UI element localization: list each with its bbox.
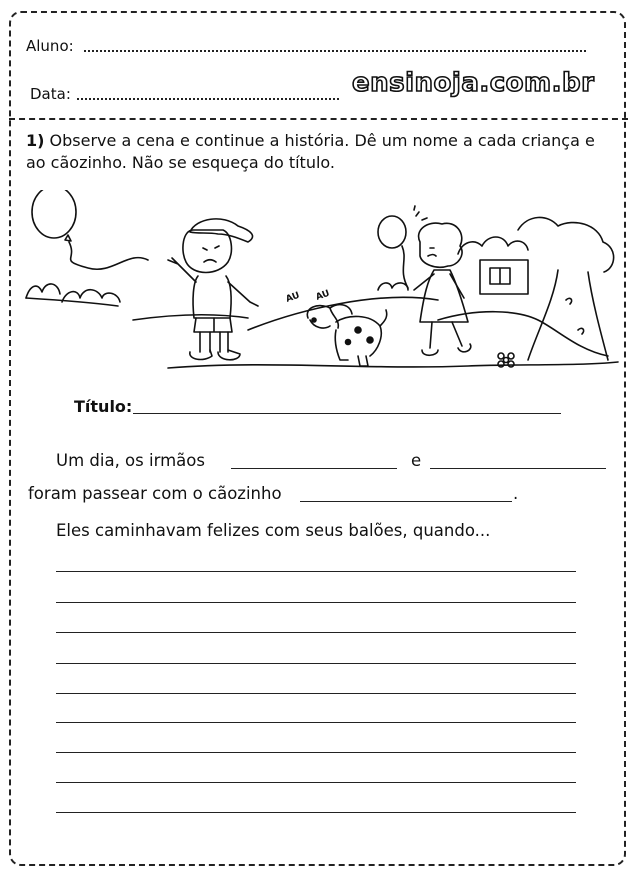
exercise-text: Observe a cena e continue a história. Dê um nome a cada criança e ao cãozinho. Não se esqueça do título. [26, 131, 595, 172]
writing-line[interactable] [56, 602, 576, 603]
sentence2-end: . [513, 484, 519, 503]
left-balloon [32, 190, 148, 269]
bark-text-1: AU [284, 290, 302, 305]
title-label: Título: [74, 397, 133, 416]
ground-line [168, 362, 618, 368]
scene-illustration [18, 190, 623, 390]
bark-text-2: AU [314, 288, 332, 303]
writing-line[interactable] [56, 693, 576, 694]
site-logo: ensinoja.com.br [352, 68, 595, 98]
middle-bush [378, 283, 408, 290]
sibling2-name-field[interactable] [430, 468, 606, 469]
left-hill [26, 284, 248, 320]
writing-line[interactable] [56, 722, 576, 723]
house-and-tree [458, 217, 614, 360]
student-name-field[interactable] [84, 50, 586, 52]
student-label: Aluno: [26, 37, 74, 55]
sentence1-start: Um dia, os irmãos [56, 451, 205, 470]
writing-line[interactable] [56, 782, 576, 783]
writing-line[interactable] [56, 663, 576, 664]
dog-name-field[interactable] [300, 501, 512, 502]
date-field[interactable] [77, 98, 339, 100]
date-label: Data: [30, 85, 71, 103]
header-divider [9, 118, 628, 120]
sibling1-name-field[interactable] [231, 468, 397, 469]
writing-line[interactable] [56, 752, 576, 753]
writing-line[interactable] [56, 571, 576, 572]
sentence1-and: e [411, 451, 422, 470]
sentence3: Eles caminhavam felizes com seus balões, quando... [56, 521, 491, 540]
exercise-number: 1) [26, 131, 45, 150]
girl-figure [414, 223, 471, 355]
boy-figure [168, 219, 258, 360]
title-field[interactable] [133, 413, 561, 414]
middle-hill [248, 297, 438, 330]
sentence2-start: foram passear com o cãozinho [28, 484, 282, 503]
writing-line[interactable] [56, 812, 576, 813]
exercise-instruction [26, 130, 616, 174]
writing-line[interactable] [56, 632, 576, 633]
dog-figure [307, 305, 386, 366]
